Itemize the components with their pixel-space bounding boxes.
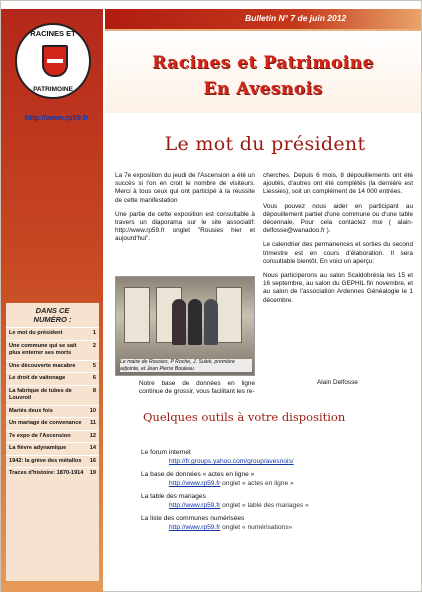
toc-item-label: Le mot du président [9,330,63,336]
person-figure [172,299,186,345]
photo-caption: Le maire de Rousies, P Roche, J. Sulek, première adjointe, et Jean Pierre Bouleau [120,359,252,372]
paragraph: Le calendrier des permanences et sorties du second trimestre est en cours d'élaboration. Il sera consultable bientôt. En voici un aperçu: [263,241,413,265]
toc-item[interactable] [6,417,99,430]
toc-item-page: 8 [92,387,96,394]
tool-label: La base de données « actes en ligne » [141,471,255,478]
toc-item-label: Un mariage de convenance [9,420,82,426]
toc-item[interactable] [6,455,99,468]
toc-title [6,303,99,324]
toc-item-page: 12 [89,432,96,439]
bulletin-number: Bulletin N° 7 de juin 2012 [245,13,347,23]
tools-list [141,444,417,532]
toc-title-line1: DANS CE [35,306,70,315]
tool-label: La liste des communes numérisées [141,515,245,522]
tool-suffix: onglet « table des mariages » [220,502,309,509]
toc-item[interactable] [6,467,99,480]
toc-item-label: Une découverte macabre [9,362,76,369]
masthead-subtitle: En Avesnois [203,79,323,99]
toc-item-label: 7e expo de l'Ascension [9,432,71,439]
person-figure [204,299,218,345]
exhibition-photo [115,276,255,376]
digitized-link[interactable]: http://www.rp59.fr [169,524,221,531]
tool-label: La table des mariages [141,493,206,500]
paragraph: cherches. Depuis 6 mois, 8 dépouillements ont été ajoutés, d'autres ont été complétés (la dernière est Liessies), soit un complément de 14 000 entrées. [263,172,413,196]
tool-label: Le forum internet [141,449,191,456]
tool-suffix: onglet « actes en ligne » [220,480,294,487]
toc-item-label: Le droit de vaitonage [9,375,66,381]
person-figure [188,299,202,345]
paragraph: Nous participerons au salon Scaldobrésia les 15 et 16 septembre, au salon du GEPHIL fin novembre, et au salon de l'association Ardennes Généalogie le 1 décembre. [263,272,413,304]
toc-item-page: 6 [92,375,96,381]
database-link[interactable]: http://www.rp59.fr [169,480,221,487]
marriages-link[interactable]: http://www.rp59.fr [169,502,221,509]
exhibit-panel [124,287,150,343]
tool-link [141,479,417,488]
tools-heading: Quelques outils à votre disposition [143,410,346,424]
toc-item-page: 16 [89,457,96,464]
toc-item-label: 1942: la grève des métallos [9,457,82,464]
toc-item-page: 14 [89,445,96,451]
toc-item[interactable] [6,327,99,340]
paragraph: Vous pouvez nous aider en participant au dépouillement partiel d'une commune ou d'une table décennale. Pour cela contactez moi ( alain-delfosse@wanadoo.fr ). [263,202,413,235]
paragraph: Notre base de données en ligne continue de grossir, vous facilitant les re- [139,380,255,396]
exhibit-panel [216,287,242,343]
toc-item-page: 2 [92,342,96,349]
masthead-title: Racines et Patrimoine [152,53,374,73]
tool-suffix: onglet « numérisations» [220,524,293,531]
toc-item[interactable] [6,430,99,443]
toc-item-page: 11 [90,420,96,426]
signature: Alain Delfosse [317,379,358,386]
tool-link [141,501,417,510]
tool-link [141,457,417,466]
shield-icon [42,45,68,77]
toc-item-label: Mariés deux fois [9,407,53,414]
paragraph: Une partie de cette exposition est consultable à travers un diaporama sur le site associatif: http://www.rp59.fr onglet "Rousies hier et aujourd'hui". [115,210,255,243]
logo-text-top: RACINES ET [30,29,76,38]
toc-item-label: La fabrique de tubes de Louvroil [9,387,72,401]
article-heading: Le mot du président [164,133,366,155]
toc-item[interactable] [6,360,99,373]
logo-text-bottom: PATRIMOINE [33,86,73,93]
toc-item[interactable] [6,372,99,385]
article-column-left [115,172,255,250]
masthead [105,29,421,113]
toc-item-label: Une commune qui se sait plus enterrer ses morts [9,342,77,356]
association-logo [15,23,91,99]
paragraph: La 7e exposition du jeudi de l'Ascension a été un succès si l'on en croit le nombre de visiteurs. Merci à tous ceux qui ont participé à la réussite de cette manifestation [115,172,255,204]
website-link[interactable]: http://www.rp59.fr [25,113,89,122]
toc-item-page: 19 [89,470,96,476]
toc-list [6,327,99,480]
toc-item-page: 1 [92,330,96,336]
toc-item[interactable] [6,405,99,418]
toc-item-page: 10 [89,407,96,414]
toc-item[interactable] [6,442,99,455]
toc-item[interactable] [6,385,99,405]
article-column-right [263,172,413,311]
tool-link [141,523,417,532]
toc-item-label: La fièvre adynamique [9,445,67,451]
sidebar [1,9,103,592]
table-of-contents [6,303,99,581]
toc-item[interactable] [6,340,99,360]
toc-item-page: 5 [92,362,96,369]
forum-link[interactable]: http://fr.groups.yahoo.com/group/avesnois/ [169,458,294,465]
toc-item-label: Traces d'histoire: 1870-1914 [9,470,84,476]
article-column-left-bottom [139,380,255,402]
toc-title-line2: NUMÉRO : [33,315,72,324]
